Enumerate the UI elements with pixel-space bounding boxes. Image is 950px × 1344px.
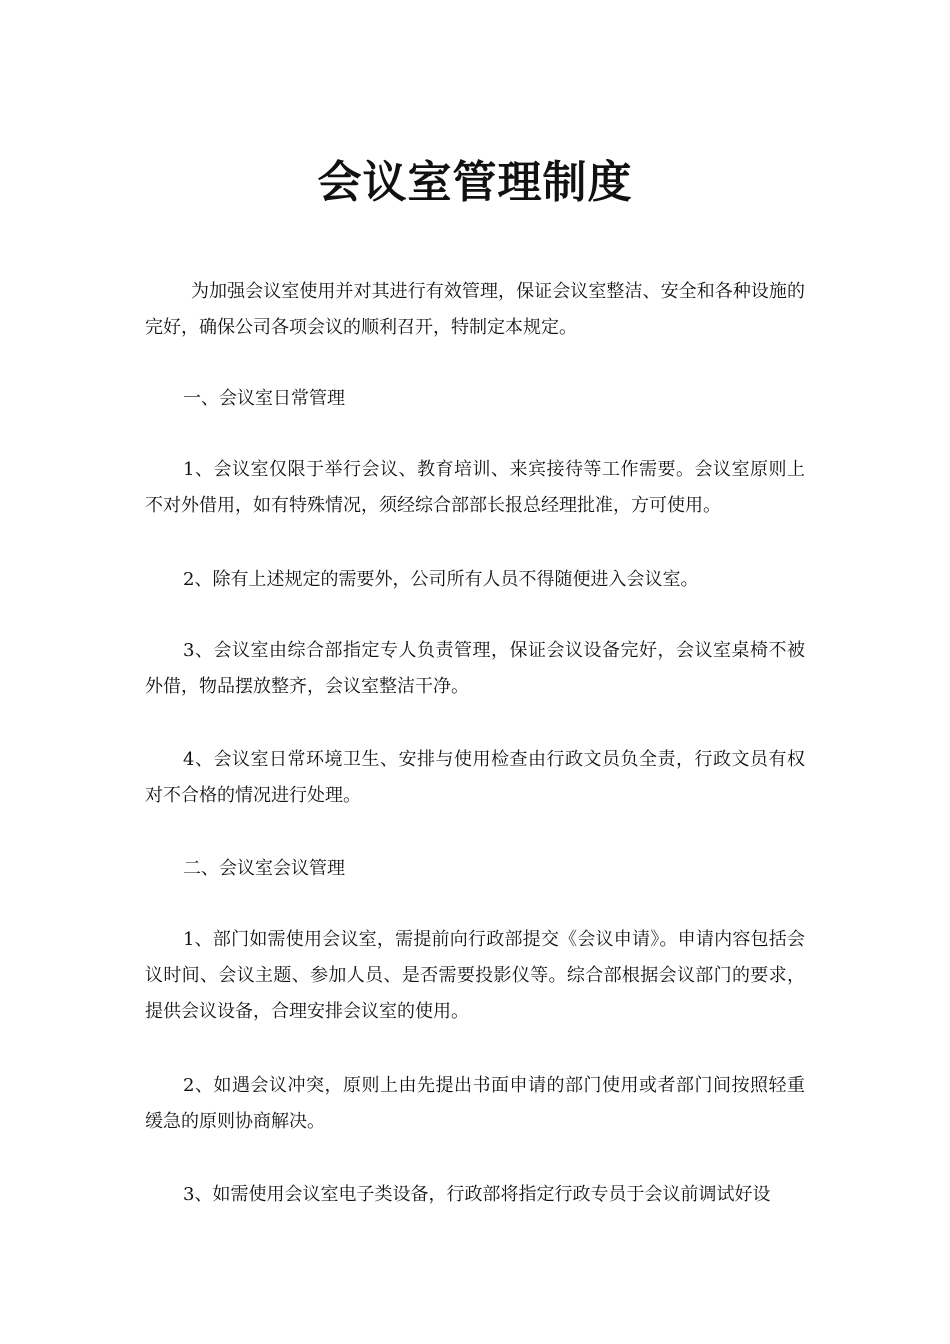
daily-rule-4: 4、会议室日常环境卫生、安排与使用检查由行政文员负全责，行政文员有权对不合格的情况进行处理。 (145, 749, 805, 806)
daily-rule-1: 1、会议室仅限于举行会议、教育培训、来宾接待等工作需要。会议室原则上不对外借用，如有特殊情况，须经综合部部长报总经理批准，方可使用。 (145, 459, 805, 516)
daily-rule-2: 2、除有上述规定的需要外，公司所有人员不得随便进入会议室。 (183, 569, 699, 590)
meeting-rule-1: 1、部门如需使用会议室，需提前向行政部提交《会议申请》。申请内容包括会议时间、会议主题、参加人员、是否需要投影仪等。综合部根据会议部门的要求，提供会议设备，合理安排会议室的使用。 (145, 929, 805, 1022)
section-heading-meeting: 二、会议室会议管理 (183, 858, 345, 879)
meeting-rule-3: 3、如需使用会议室电子类设备，行政部将指定行政专员于会议前调试好设 (183, 1184, 771, 1205)
document-title: 会议室管理制度 (317, 157, 633, 208)
section-heading-daily: 一、会议室日常管理 (183, 388, 345, 409)
intro-paragraph: 为加强会议室使用并对其进行有效管理，保证会议室整洁、安全和各种设施的完好，确保公司各项会议的顺利召开，特制定本规定。 (145, 281, 805, 338)
daily-rule-3: 3、会议室由综合部指定专人负责管理，保证会议设备完好，会议室桌椅不被外借，物品摆放整齐，会议室整洁干净。 (145, 640, 805, 697)
meeting-rule-2: 2、如遇会议冲突，原则上由先提出书面申请的部门使用或者部门间按照轻重缓急的原则协商解决。 (145, 1075, 805, 1132)
